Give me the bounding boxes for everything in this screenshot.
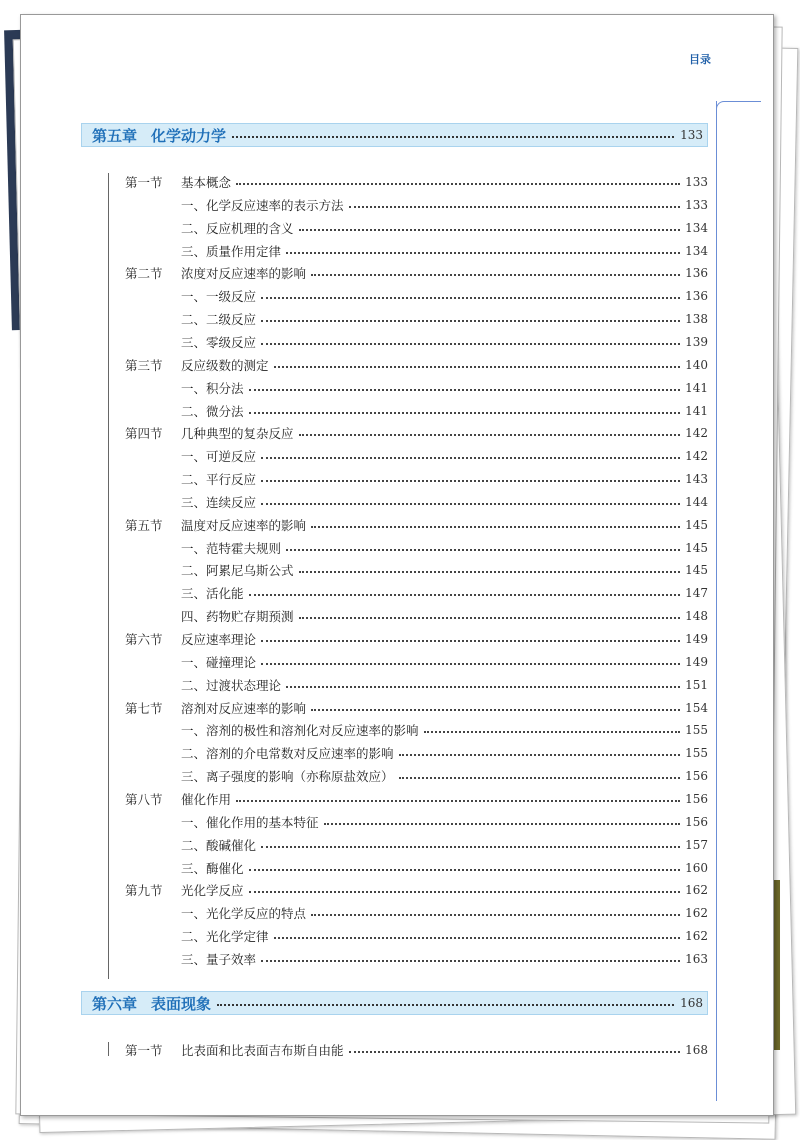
entry-title: 三、零级反应 [181,334,257,350]
entry-page: 141 [685,403,708,418]
entry-page: 160 [685,860,708,875]
section-bracket [108,1042,109,1056]
entry-page: 145 [685,540,708,555]
leader-dots [299,617,681,619]
entry-page: 133 [685,197,708,212]
toc-subsection-entry[interactable] [125,378,708,398]
entry-title: 一、积分法 [181,380,244,396]
entry-title: 三、酶催化 [181,860,244,876]
running-header: 目录 [689,53,711,66]
toc-section-entry[interactable] [125,263,708,283]
section-number: 第三节 [125,357,163,373]
chapter-title: 表面现象 [151,994,212,1013]
entry-page: 142 [685,426,708,441]
leader-dots [286,252,680,254]
leader-dots [274,366,681,368]
toc-subsection-entry[interactable] [125,560,708,580]
leader-dots [311,709,680,711]
toc-subsection-entry[interactable] [125,218,708,238]
entry-title: 一、碰撞理论 [181,654,257,670]
entry-page: 134 [685,243,708,258]
leader-dots [286,686,680,688]
section-number: 第九节 [125,883,163,899]
entry-page: 162 [685,883,708,898]
entry-page: 144 [685,494,708,509]
entry-page: 142 [685,449,708,464]
entry-title: 浓度对反应速率的影响 [181,266,307,282]
entry-title: 反应速率理论 [181,632,257,647]
entry-title: 一、光化学反应的特点 [181,906,307,922]
entry-title: 二、过渡状态理论 [181,677,282,693]
leader-dots [261,320,680,322]
toc-section-entry[interactable] [125,423,708,443]
leader-dots [324,823,681,825]
toc-subsection-entry[interactable] [125,606,708,626]
entry-title: 一、化学反应速率的表示方法 [181,197,344,213]
entry-title: 二、微分法 [181,403,244,419]
leader-dots [311,914,680,916]
entry-page: 147 [685,586,708,601]
leader-dots [311,274,680,276]
chapter-page: 168 [680,996,703,1010]
toc-subsection-entry[interactable] [125,332,708,352]
leader-dots [349,206,681,208]
toc-section-entry[interactable] [125,515,708,535]
toc-page [20,14,774,1116]
entry-page: 133 [685,175,708,189]
leader-dots [261,640,680,642]
entry-page: 136 [685,266,708,281]
leader-dots [286,549,680,551]
leader-dots [399,777,681,779]
entry-title: 三、连续反应 [181,494,257,510]
chapter-heading[interactable] [81,991,708,1015]
entry-title: 三、活化能 [181,586,244,602]
toc-subsection-entry[interactable] [125,766,708,786]
toc-subsection-entry[interactable] [125,949,708,969]
toc-section-entry[interactable] [125,1040,708,1060]
toc-section-entry[interactable] [125,355,708,375]
entry-title: 二、溶剂的介电常数对反应速率的影响 [181,746,394,762]
section-number: 第六节 [125,632,163,647]
toc-subsection-entry[interactable] [125,195,708,215]
section-bracket [108,173,109,979]
leader-dots [261,457,680,459]
leader-dots [236,800,680,802]
entry-page: 148 [685,609,708,624]
leader-dots [261,297,680,299]
toc-section-entry[interactable] [125,629,708,649]
entry-title: 基本概念 [181,175,232,190]
entry-title: 比表面和比表面吉布斯自由能 [181,1043,344,1058]
leader-dots [299,571,681,573]
toc-section-entry[interactable] [125,789,708,809]
entry-title: 光化学反应 [181,883,244,899]
entry-title: 一、溶剂的极性和溶剂化对反应速率的影响 [181,723,419,739]
entry-page: 134 [685,220,708,235]
leader-dots [424,731,681,733]
entry-title: 二、阿累尼乌斯公式 [181,563,294,579]
leader-dots [261,960,680,962]
leader-dots [399,754,681,756]
toc-section-entry[interactable] [125,880,708,900]
entry-page: 154 [685,700,708,715]
section-number: 第七节 [125,700,163,716]
entry-title: 溶剂对反应速率的影响 [181,700,307,716]
leader-dots [249,389,681,391]
entry-title: 三、质量作用定律 [181,243,282,259]
chapter-number: 第六章 [92,994,138,1013]
entry-page: 155 [685,746,708,761]
leader-dots [249,891,681,893]
leader-dots [261,503,680,505]
entry-title: 一、催化作用的基本特征 [181,814,319,830]
section-number: 第一节 [125,1043,163,1058]
entry-title: 二、平行反应 [181,472,257,488]
entry-page: 162 [685,906,708,921]
entry-title: 几种典型的复杂反应 [181,426,294,442]
chapter-number: 第五章 [92,126,138,145]
leader-dots [261,480,680,482]
section-number: 第八节 [125,791,163,807]
entry-page: 138 [685,312,708,327]
chapter-page: 133 [680,128,703,142]
entry-title: 温度对反应速率的影响 [181,517,307,533]
leader-dots [299,434,681,436]
toc-subsection-entry[interactable] [125,446,708,466]
toc-subsection-entry[interactable] [125,903,708,923]
entry-page: 145 [685,517,708,532]
leader-dots [261,846,680,848]
leader-dots [249,412,681,414]
toc-subsection-entry[interactable] [125,675,708,695]
toc-subsection-entry[interactable] [125,583,708,603]
toc-section-entry[interactable] [125,172,708,192]
side-rule [716,101,761,1101]
toc-subsection-entry[interactable] [125,309,708,329]
leader-dots [311,526,680,528]
entry-page: 149 [685,632,708,646]
toc-subsection-entry[interactable] [125,538,708,558]
toc-subsection-entry[interactable] [125,743,708,763]
toc-subsection-entry[interactable] [125,858,708,878]
leader-dots [249,869,681,871]
leader-dots [261,663,680,665]
toc-subsection-entry[interactable] [125,469,708,489]
toc-subsection-entry[interactable] [125,926,708,946]
entry-title: 一、可逆反应 [181,449,257,465]
chapter-title: 化学动力学 [151,126,227,145]
section-number: 第五节 [125,517,163,533]
entry-page: 145 [685,563,708,578]
entry-title: 二、酸碱催化 [181,837,257,853]
chapter-heading[interactable] [81,123,708,147]
toc-section-entry[interactable] [125,698,708,718]
toc-subsection-entry[interactable] [125,720,708,740]
leader-dots [232,136,674,138]
leader-dots [299,229,681,231]
entry-title: 催化作用 [181,791,232,807]
entry-page: 156 [685,769,708,784]
section-number: 第二节 [125,266,163,282]
section-number: 第四节 [125,426,163,442]
entry-title: 二、二级反应 [181,312,257,328]
entry-page: 162 [685,929,708,944]
entry-title: 反应级数的测定 [181,357,269,373]
entry-page: 139 [685,334,708,349]
leader-dots [217,1004,674,1006]
entry-page: 155 [685,723,708,738]
leader-dots [261,343,680,345]
entry-title: 一、范特霍夫规则 [181,540,282,556]
entry-page: 143 [685,472,708,487]
leader-dots [349,1051,681,1053]
entry-page: 157 [685,837,708,852]
toc-subsection-entry[interactable] [125,812,708,832]
entry-page: 141 [685,380,708,395]
toc-subsection-entry[interactable] [125,286,708,306]
entry-title: 二、反应机理的含义 [181,220,294,236]
entry-title: 四、药物贮存期预测 [181,609,294,625]
entry-page: 156 [685,814,708,829]
entry-title: 三、离子强度的影响（亦称原盐效应） [181,769,394,785]
toc-subsection-entry[interactable] [125,492,708,512]
entry-page: 163 [685,951,708,966]
leader-dots [236,183,680,185]
section-number: 第一节 [125,175,163,190]
entry-page: 156 [685,791,708,806]
toc-subsection-entry[interactable] [125,241,708,261]
toc-subsection-entry[interactable] [125,835,708,855]
entry-page: 149 [685,654,708,669]
toc-subsection-entry[interactable] [125,401,708,421]
entry-title: 二、光化学定律 [181,929,269,945]
leader-dots [274,937,681,939]
entry-page: 168 [685,1043,708,1057]
entry-page: 151 [685,677,708,692]
entry-page: 140 [685,357,708,372]
toc-subsection-entry[interactable] [125,652,708,672]
entry-title: 一、一级反应 [181,289,257,305]
leader-dots [249,594,681,596]
entry-title: 三、量子效率 [181,951,257,967]
entry-page: 136 [685,289,708,304]
